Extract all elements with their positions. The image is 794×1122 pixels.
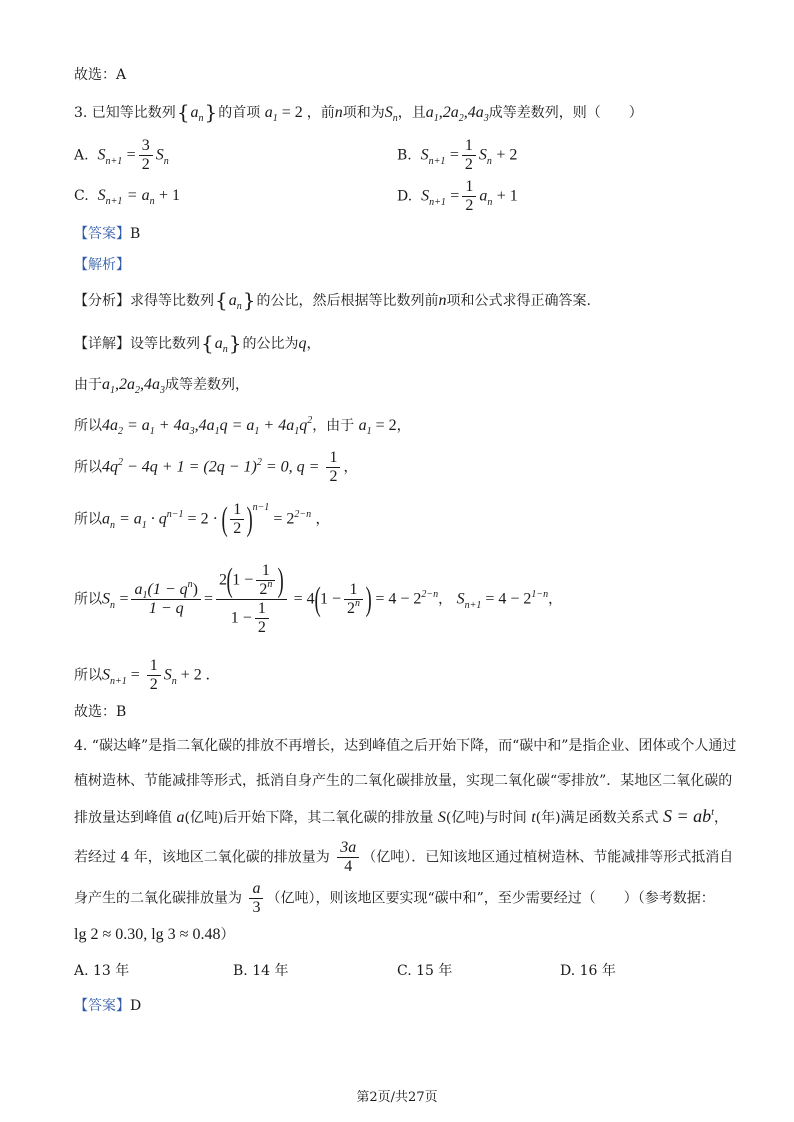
step-text: ，由于 xyxy=(312,418,359,434)
q4-answer xyxy=(74,996,141,1016)
math-subscript: n+1 xyxy=(105,196,123,207)
math-subscript: n xyxy=(171,675,177,687)
q4-line-1: 4. “碳达峰”是指二氧化碳的排放不再增长，达到峰值之后开始下降，而“碳中和”是指企业、团体或个人通过 xyxy=(74,738,737,754)
fraction xyxy=(337,839,359,876)
math-expr: + 4a xyxy=(154,417,190,434)
q4-text: （亿吨）．已知该地区通过植树造林、节能减排等形式抵消自 xyxy=(362,849,734,866)
equals-sign: = xyxy=(119,590,129,608)
math-subscript: n xyxy=(149,196,155,207)
numerator: 1 xyxy=(256,562,275,581)
fraction-nested xyxy=(216,562,287,637)
math-superscript: 2 xyxy=(307,415,313,426)
q3-step-5 xyxy=(74,562,562,637)
fraction xyxy=(139,137,153,174)
fenxi-text: 的公比，然后根据等比数列前 xyxy=(256,293,439,309)
math-var: a xyxy=(358,417,367,434)
denominator xyxy=(216,600,287,637)
paren-close: ) xyxy=(365,580,372,618)
math-var: ,4a xyxy=(140,376,160,393)
stem-text: 成等差数列，则（ ） xyxy=(488,105,643,121)
step-text: 成等差数列， xyxy=(165,377,249,393)
q4-text: 排放量达到峰值 xyxy=(74,810,177,826)
equals-sign: = xyxy=(450,187,460,205)
step-text: ， xyxy=(548,591,563,608)
math-var: ,4a xyxy=(463,104,484,121)
math-subscript: 2 xyxy=(118,426,123,437)
denominator: 1 − q xyxy=(148,600,184,617)
math-subscript: n xyxy=(110,519,115,531)
step-text: ， xyxy=(311,511,330,528)
math-var: S xyxy=(384,104,393,121)
math-var: a xyxy=(102,376,110,393)
denominator: 2 xyxy=(149,676,158,693)
brace-open: { xyxy=(201,331,214,355)
math-var: a xyxy=(264,104,273,121)
math-expr: 1 − xyxy=(320,590,342,608)
stem-text: 项和为 xyxy=(342,105,385,121)
math-superscript: 2−n xyxy=(421,588,439,600)
q3-option-b xyxy=(397,137,517,174)
q3-stem xyxy=(74,102,643,123)
math-var: S xyxy=(155,146,164,164)
math-subscript: 1 xyxy=(272,113,278,124)
math-superscript: n xyxy=(267,579,273,590)
fenxi-text: 项和公式求得正确答案. xyxy=(446,293,591,309)
math-subscript: 1 xyxy=(366,426,372,437)
math-superscript: n−1 xyxy=(166,508,184,520)
brace-close: } xyxy=(228,331,242,355)
numerator xyxy=(216,562,287,600)
fraction xyxy=(326,449,340,486)
math-expr: = a xyxy=(123,417,150,434)
brace-close: } xyxy=(242,288,256,312)
math-subscript: 1 xyxy=(141,519,147,531)
math-expr: q = a xyxy=(219,417,255,434)
math-subscript: n+1 xyxy=(428,155,446,167)
analysis-tag: 【解析】 xyxy=(74,257,130,273)
math-expr: (1 − q xyxy=(147,581,188,598)
denominator xyxy=(256,581,275,599)
prev-choice: 故选：A xyxy=(74,67,127,83)
math-subscript: 3 xyxy=(189,426,195,437)
math-var: ,2a xyxy=(115,376,135,393)
math-subscript: n+1 xyxy=(464,599,482,611)
math-var: S xyxy=(437,809,446,826)
answer-value: D xyxy=(130,998,142,1014)
math-var: q xyxy=(298,335,307,352)
fraction xyxy=(230,501,244,538)
math-var: S xyxy=(102,590,110,608)
fraction-sum-formula xyxy=(131,581,200,618)
math-subscript: 1 xyxy=(142,590,148,601)
math-expr: = 2 xyxy=(371,417,397,434)
q4-line-2: 植树造林、节能减排等形式，抵消自身产生的二氧化碳排放量，实现二氧化碳“零排放”．某地区二氧化碳的 xyxy=(74,773,733,789)
option-label: D. xyxy=(397,188,413,205)
math-var: S xyxy=(163,666,172,684)
math-expr: = 2 xyxy=(269,510,295,528)
equals-sign: = xyxy=(126,146,136,164)
q4-text: (亿吨)后开始下降，其二氧化碳的排放量 xyxy=(184,810,438,826)
equals-sign: = xyxy=(449,146,459,164)
numerator: 1 xyxy=(462,178,476,197)
fraction xyxy=(344,581,363,618)
math-expr: = 4 − 2 xyxy=(371,590,422,608)
q4-option-d: D. 16 年 xyxy=(560,963,616,979)
paren-open: ( xyxy=(221,500,228,538)
math-expr: = 4 xyxy=(289,590,315,608)
math-subscript: n+1 xyxy=(105,155,123,167)
numerator: 1 xyxy=(147,657,161,676)
q4-line-4 xyxy=(74,839,733,876)
math-subscript: n+1 xyxy=(110,675,127,687)
math-var: a xyxy=(214,335,223,352)
denominator: 2 xyxy=(233,520,242,537)
q3-choice: 故选：B xyxy=(74,704,127,720)
stem-text: 3. 已知等比数列 xyxy=(74,105,176,121)
option-label: C. xyxy=(74,188,89,204)
numerator: 3a xyxy=(337,839,359,858)
denominator: 3 xyxy=(252,899,261,916)
denominator: 2 xyxy=(464,156,473,173)
math-subscript: 1 xyxy=(433,113,439,124)
paren-open: ( xyxy=(314,580,321,618)
answer-tag: 【答案】 xyxy=(74,226,130,242)
q4-option-b: B. 14 年 xyxy=(233,963,289,979)
math-subscript: n xyxy=(163,155,169,167)
q4-text: (年)满足函数关系式 xyxy=(535,810,664,826)
math-expr: = a xyxy=(126,187,150,204)
math-var: a xyxy=(425,104,434,121)
math-expr: 2 xyxy=(259,581,268,598)
math-subscript: 2 xyxy=(135,385,140,396)
math-expr: 1 − xyxy=(230,609,252,627)
step-text: ， xyxy=(343,459,358,476)
numerator: 1 xyxy=(255,600,269,619)
denominator: 2 xyxy=(329,468,338,485)
math-expr: = 2 · xyxy=(183,510,222,528)
numerator: a xyxy=(249,880,263,899)
math-expr: 4a xyxy=(102,417,118,434)
math-var: S xyxy=(420,146,429,164)
answer-value: B xyxy=(130,226,141,242)
q3-answer xyxy=(74,224,140,244)
math-subscript: n xyxy=(198,113,204,124)
math-superscript: 1−n xyxy=(531,588,549,600)
math-superscript: n−1 xyxy=(252,501,270,513)
math-subscript: n xyxy=(110,599,115,611)
q4-option-a: A. 13 年 xyxy=(74,963,130,979)
q4-text: ， xyxy=(713,810,728,826)
q3-option-a xyxy=(74,137,169,174)
math-subscript: n xyxy=(392,113,398,124)
math-var: S xyxy=(421,187,430,205)
q3-xiangjie xyxy=(74,333,320,354)
math-subscript: n xyxy=(236,301,242,312)
math-expr: + 2 . xyxy=(176,666,210,684)
step-text: 所以 xyxy=(74,511,102,528)
math-superscript: t xyxy=(711,807,714,818)
step-text: 由于 xyxy=(74,377,102,393)
math-subscript: 1 xyxy=(214,426,220,437)
math-expr: − 4q + 1 = xyxy=(123,458,204,476)
paren-close: ) xyxy=(277,561,285,599)
xiangjie-text: 的公比为 xyxy=(242,336,299,352)
math-var: q xyxy=(299,417,308,434)
q4-text: 身产生的二氧化碳排放量为 xyxy=(74,890,247,907)
math-subscript: 1 xyxy=(254,426,260,437)
paren-open: ( xyxy=(226,561,233,599)
denominator xyxy=(344,600,363,618)
q4-text: ） xyxy=(220,927,235,943)
fraction xyxy=(249,880,263,917)
fenxi-text: 【分析】求得等比数列 xyxy=(74,293,214,309)
math-subscript: n+1 xyxy=(429,196,446,208)
math-expr: 1 − xyxy=(232,571,254,589)
denominator: 2 xyxy=(257,619,266,636)
math-subscript: 2 xyxy=(458,113,464,124)
math-superscript: 2 xyxy=(118,456,123,468)
math-var: n xyxy=(334,104,343,121)
numerator: 3 xyxy=(139,137,153,156)
fraction xyxy=(255,600,269,637)
math-superscript: 2 xyxy=(256,456,262,468)
q3-option-c xyxy=(74,186,180,206)
math-expr: (2q − 1) xyxy=(203,458,257,476)
q4-option-c: C. 15 年 xyxy=(397,963,453,979)
option-label: A. xyxy=(74,147,89,164)
q3-step-3 xyxy=(74,449,357,486)
math-expr: · q xyxy=(146,510,167,528)
q4-line-3 xyxy=(74,806,728,828)
math-subscript: 1 xyxy=(294,426,300,437)
fraction xyxy=(462,137,476,174)
stem-text: 的首项 xyxy=(218,105,265,121)
numerator: 1 xyxy=(462,137,476,156)
step-text: 所以 xyxy=(74,591,102,608)
q4-line-6 xyxy=(74,925,234,945)
denominator: 2 xyxy=(141,156,150,173)
xiangjie-text: ， xyxy=(306,336,321,352)
math-expr: ) xyxy=(192,581,198,598)
math-var: S xyxy=(97,187,106,204)
math-expr: ,4a xyxy=(194,417,215,434)
math-subscript: 3 xyxy=(160,385,165,396)
math-var: ,2a xyxy=(438,104,459,121)
numerator xyxy=(131,581,200,600)
math-subscript: n xyxy=(486,155,492,167)
math-superscript: n xyxy=(355,598,361,609)
fraction xyxy=(147,657,161,694)
answer-tag: 【答案】 xyxy=(74,998,130,1014)
math-var: S xyxy=(478,146,487,164)
math-subscript: 1 xyxy=(110,385,115,396)
math-subscript: 3 xyxy=(483,113,489,124)
math-var: S xyxy=(97,146,106,164)
brace-open: { xyxy=(215,288,228,312)
equals-sign: = xyxy=(203,590,213,608)
math-expr: + 1 xyxy=(496,187,518,205)
q3-step-1 xyxy=(74,375,249,395)
math-expr: S = ab xyxy=(663,806,712,826)
q4-text: 若经过 4 年，该地区二氧化碳的排放量为 xyxy=(74,849,335,866)
math-subscript: n xyxy=(222,344,228,355)
math-expr: + 2 xyxy=(496,146,518,164)
math-superscript: 2−n xyxy=(294,508,312,520)
numerator: 1 xyxy=(326,449,340,468)
brace-open: { xyxy=(176,100,190,124)
math-expr: 2 xyxy=(347,600,356,617)
fraction xyxy=(256,562,275,599)
xiangjie-text: 【详解】设等比数列 xyxy=(74,336,200,352)
math-subscript: n xyxy=(487,196,493,208)
math-var: a xyxy=(102,510,110,528)
math-subscript: 1 xyxy=(149,426,155,437)
q4-text: (亿吨)与时间 xyxy=(445,810,532,826)
page-footer: 第2页/共27页 xyxy=(356,1090,438,1105)
math-var: a xyxy=(176,809,185,826)
math-var: a xyxy=(134,581,143,598)
stem-text: ，且 xyxy=(397,105,426,121)
q3-step-2 xyxy=(74,416,411,436)
step-text: 所以 xyxy=(74,667,102,684)
denominator: 2 xyxy=(465,197,474,214)
math-superscript: n xyxy=(187,579,193,590)
math-expr: 4q xyxy=(102,458,118,476)
math-expr: = 2 xyxy=(277,104,307,121)
math-expr: = xyxy=(126,666,144,684)
math-expr: = a xyxy=(115,510,142,528)
denominator: 4 xyxy=(344,858,353,875)
math-var: n xyxy=(438,292,447,309)
option-label: B. xyxy=(397,147,412,164)
q3-step-4 xyxy=(74,501,330,538)
fraction xyxy=(462,178,476,215)
step-text: 所以 xyxy=(74,418,102,434)
math-expr: + 4a xyxy=(259,417,295,434)
math-var: S xyxy=(456,590,465,608)
brace-close: } xyxy=(204,100,218,124)
math-var: S xyxy=(102,666,110,684)
math-var: a xyxy=(479,187,488,205)
paren-close: ) xyxy=(246,500,254,538)
math-var: a xyxy=(190,104,199,121)
q4-text: （亿吨），则该地区要实现“碳中和”，至少需要经过（ ）（参考数据： xyxy=(266,890,715,907)
numerator: 1 xyxy=(344,581,363,600)
reference-data: lg 2 ≈ 0.30, lg 3 ≈ 0.48 xyxy=(74,926,221,943)
math-var: t xyxy=(531,809,536,826)
q3-option-d xyxy=(397,178,518,215)
q3-step-6 xyxy=(74,657,210,694)
step-text: ， xyxy=(438,591,453,608)
q3-fenxi xyxy=(74,290,591,311)
step-text: 所以 xyxy=(74,459,102,476)
q4-line-5 xyxy=(74,880,715,917)
math-expr: = 0, q = xyxy=(261,458,324,476)
math-expr: = 4 − 2 xyxy=(481,590,532,608)
step-text: ， xyxy=(396,418,411,434)
math-var: a xyxy=(228,292,237,309)
math-expr: + 1 xyxy=(159,187,181,204)
math-expr: 2 xyxy=(218,571,227,589)
numerator: 1 xyxy=(230,501,244,520)
stem-text: ，前 xyxy=(306,105,335,121)
